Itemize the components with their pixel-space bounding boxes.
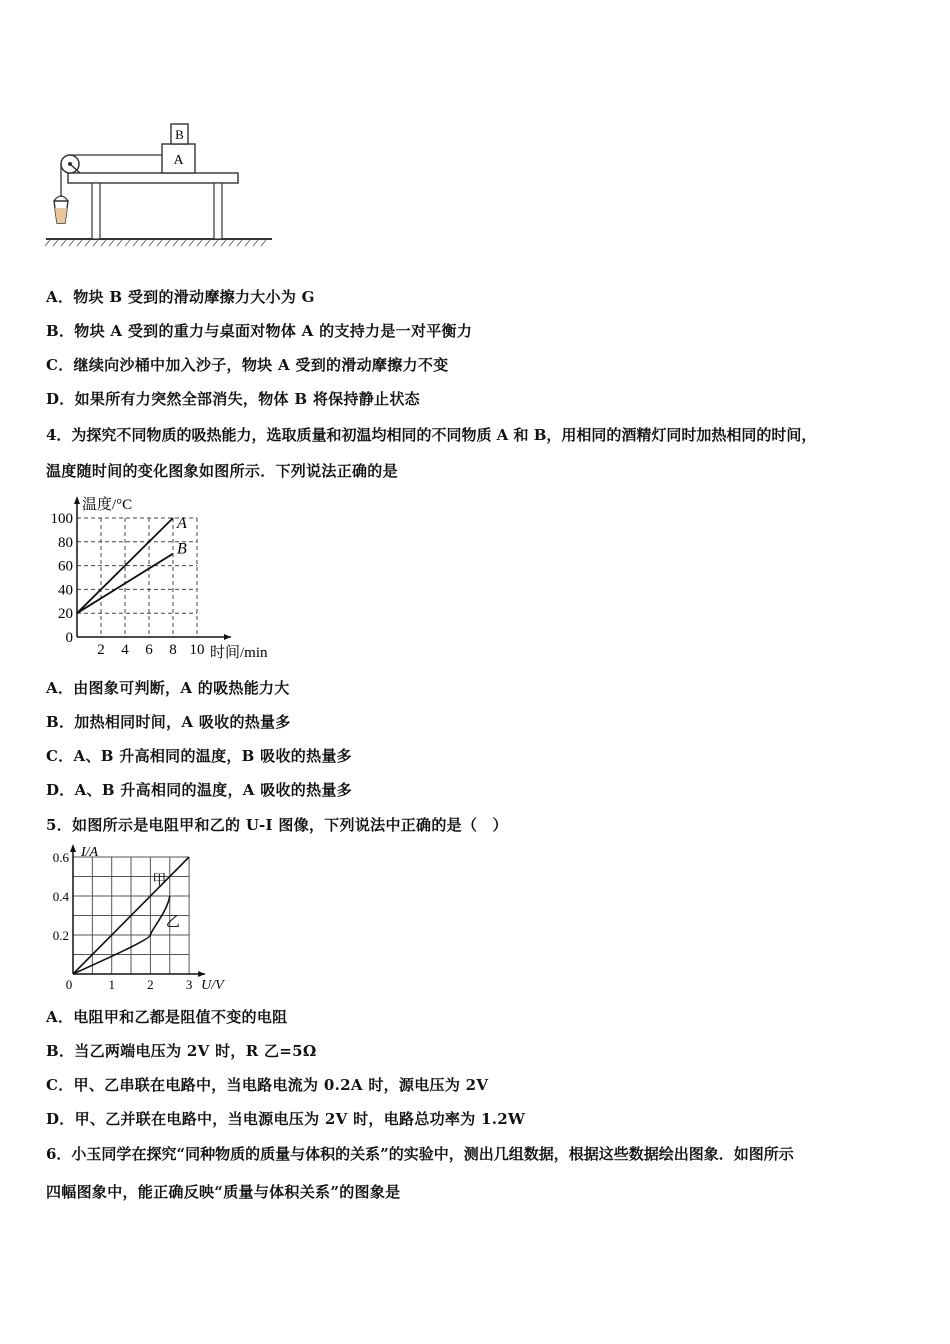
- series-label-a: A: [177, 515, 187, 532]
- x-axis-arrow: [198, 971, 205, 977]
- y-tick-label: 20: [58, 606, 73, 623]
- x-tick-label: 8: [169, 642, 177, 658]
- x-tick-label: 2: [97, 642, 105, 658]
- q3-option-b: B．物块 A 受到的重力与桌面对物体 A 的支持力是一对平衡力: [46, 322, 473, 340]
- q5-option-d: D．甲、乙并联在电路中，当电源电压为 2V 时，电路总功率为 1.2W: [46, 1110, 526, 1128]
- x-tick-label: 0: [65, 977, 73, 992]
- q4-stem-line1: 4．为探究不同物质的吸热能力，选取质量和初温均相同的不同物质 A 和 B，用相同的酒精灯同时加热相同的时间，: [46, 426, 817, 444]
- q4-option-b: B．加热相同时间，A 吸收的热量多: [46, 713, 291, 731]
- q5-stem: 5．如图所示是电阻甲和乙的 U-I 图像，下列说法中正确的是（ ）: [46, 816, 508, 834]
- y-axis-label: I/A: [81, 845, 99, 860]
- y-axis-arrow: [74, 496, 80, 504]
- x-tick-label: 10: [189, 642, 205, 658]
- q4-chart: [40, 492, 290, 664]
- q3-figure: [40, 115, 280, 250]
- block-a-label: A: [173, 153, 184, 168]
- q5-option-a: A．电阻甲和乙都是阻值不变的电阻: [46, 1008, 288, 1026]
- y-tick-label: 60: [58, 558, 73, 575]
- y-tick-label: 100: [50, 511, 73, 527]
- x-tick-label: 6: [145, 642, 153, 658]
- y-axis-label: 温度/°C: [82, 497, 133, 513]
- q5-option-b: B．当乙两端电压为 2V 时，R 乙=5Ω: [46, 1042, 317, 1060]
- x-tick-label: 4: [121, 642, 129, 658]
- x-axis-label: 时间/min: [210, 645, 268, 661]
- q4-option-d: D．A、B 升高相同的温度，A 吸收的热量多: [46, 781, 353, 799]
- y-tick-label: 80: [58, 534, 73, 551]
- q3-option-c: C．继续向沙桶中加入沙子，物块 A 受到的滑动摩擦力不变: [46, 356, 449, 374]
- x-axis-arrow: [224, 634, 231, 640]
- q4-stem-line2: 温度随时间的变化图象如图所示．下列说法正确的是: [46, 462, 398, 480]
- q4-option-a: A．由图象可判断，A 的吸热能力大: [46, 679, 290, 697]
- y-tick-label: 40: [58, 582, 73, 599]
- q5-chart: [40, 842, 240, 994]
- q6-stem-line1: 6．小玉同学在探究“同种物质的质量与体积的关系”的实验中，测出几组数据，根据这些数据绘出图象．如图所示: [46, 1145, 794, 1163]
- y-tick-label: 0.2: [52, 928, 69, 943]
- series-label-b: B: [177, 540, 187, 558]
- q3-option-a: A．物块 B 受到的滑动摩擦力大小为 G: [46, 288, 315, 306]
- y-axis-arrow: [70, 844, 76, 852]
- q6-stem-line2: 四幅图象中，能正确反映“质量与体积关系”的图象是: [46, 1183, 401, 1201]
- x-tick-label: 2: [147, 977, 154, 992]
- series-label-yi: 乙: [165, 915, 180, 931]
- series-label-jia: 甲: [152, 873, 167, 889]
- q4-option-c: C．A、B 升高相同的温度，B 吸收的热量多: [46, 747, 352, 765]
- x-tick-label: 3: [185, 977, 193, 992]
- x-axis-label: U/V: [201, 978, 224, 993]
- x-tick-label: 1: [108, 977, 115, 992]
- block-b-label: B: [175, 127, 184, 142]
- q3-option-d: D．如果所有力突然全部消失，物体 B 将保持静止状态: [46, 390, 420, 408]
- q5-option-c: C．甲、乙串联在电路中，当电路电流为 0.2A 时，源电压为 2V: [46, 1076, 489, 1094]
- y-tick-label: 0.4: [52, 889, 69, 904]
- y-tick-label: 0.6: [52, 850, 69, 865]
- y-tick-label: 0: [65, 630, 73, 646]
